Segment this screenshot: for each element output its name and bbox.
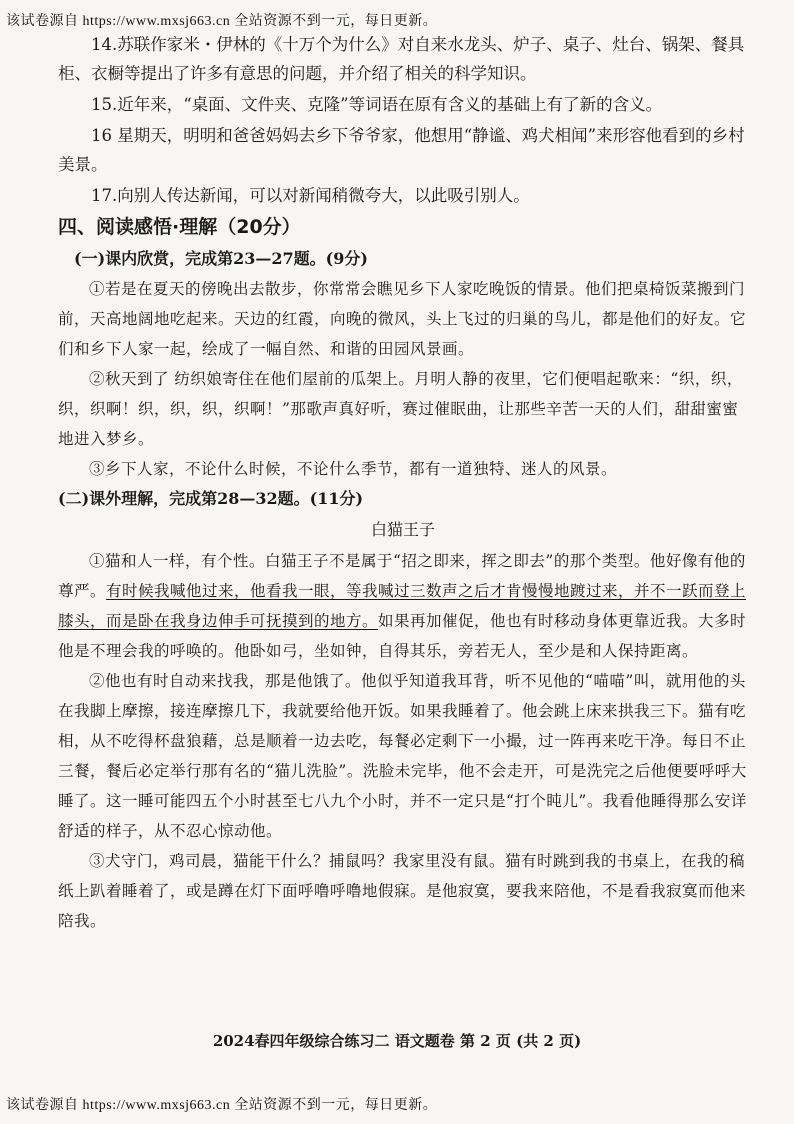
story-paragraph-1-tail: 如果再加催促，他也有时移动身体更靠近我。大多时他是不理会我的呼唤的。他卧如弓，坐如钟，自得其乐，旁若无人，至少是和人保持距离。 bbox=[58, 612, 747, 660]
watermark-top: 该试卷源自 https://www.mxsj663.cn 全站资源不到一元，每日更新。 bbox=[6, 14, 438, 29]
question-14: 14.苏联作家米・伊林的《十万个为什么》对自来水龙头、炉子、桌子、灶台、锅架、餐具柜、衣橱等提出了许多有意思的问题，并介绍了相关的科学知识。 bbox=[58, 35, 745, 83]
story-paragraph-1-lead: ①猫和人一样，有个性。白猫王子不是属于“招之即来，挥之即去”的那个类型。他好像有他的尊严。 bbox=[58, 552, 746, 600]
part-2-heading: (二)课外理解，完成第28—32题。(11分) bbox=[58, 489, 364, 508]
passage-1-paragraph-1: ①若是在夏天的傍晚出去散步，你常常会瞧见乡下人家吃晚饭的情景。他们把桌椅饭菜搬到门前，天高地阔地吃起来。天边的红霞，向晚的微风，头上飞过的归巢的鸟儿，都是他们的好友。它们和乡下人家一起，绘成了一幅自然、和谐的田园风景画。 bbox=[58, 280, 747, 358]
question-15: 15.近年来，“桌面、文件夹、克隆”等词语在原有含义的基础上有了新的含义。 bbox=[91, 95, 663, 114]
passage-1-paragraph-3: ③乡下人家，不论什么时候，不论什么季节，都有一道独特、迷人的风景。 bbox=[89, 460, 618, 478]
part-1-heading: (一)课内欣赏，完成第23—27题。(9分) bbox=[74, 249, 368, 268]
underlined-sentence: 有时候我喊他过来，他看我一眼，等我喊过三数声之后才肯慢慢地踱过来，并不一跃而登上膝头，而是卧在我身边伸手可抚摸到的地方。 bbox=[58, 582, 747, 630]
story-paragraph-3: ③犬守门，鸡司晨，猫能干什么？捕鼠吗？我家里没有鼠。猫有时跳到我的书桌上，在我的稿纸上趴着睡着了，或是蹲在灯下面呼噜呼噜地假寐。是他寂寞，要我来陪他，不是看我寂寞而他来陪我。 bbox=[58, 852, 747, 930]
question-16: 16 星期天，明明和爸爸妈妈去乡下爷爷家，他想用“静谧、鸡犬相闻”来形容他看到的乡村美景。 bbox=[58, 126, 745, 174]
story-paragraph-2: ②他也有时自动来找我，那是他饿了。他似乎知道我耳背，听不见他的“喵喵”叫，就用他的头在我脚上摩擦，接连摩擦几下，我就要给他开饭。如果我睡着了。他会跳上床来拱我三下。猫有吃相，从不吃得杯盘狼藉，总是顺着一边去吃，每餐必定剩下一小撮，过一阵再来吃干净。每日不止三餐，餐后必定举行那有名的“猫儿洗脸”。洗脸未完毕，他不会走开，可是洗完之后他便要呼呼大睡了。这一睡可能四五个小时甚至七八九个小时，并不一定只是“打个盹儿”。我看他睡得那么安详舒适的样子，从不忍心惊动他。 bbox=[58, 672, 747, 840]
question-17: 17.向别人传达新闻，可以对新闻稍微夸大，以此吸引别人。 bbox=[91, 186, 530, 205]
story-title: 白猫王子 bbox=[370, 520, 435, 539]
section-4-heading: 四、阅读感悟·理解（20分） bbox=[58, 216, 301, 238]
watermark-bottom: 该试卷源自 https://www.mxsj663.cn 全站资源不到一元，每日更新。 bbox=[6, 1098, 438, 1113]
exam-page-content bbox=[58, 30, 748, 936]
passage-1-paragraph-2: ②秋天到了 纺织娘寄住在他们屋前的瓜架上。月明人静的夜里，它们便唱起歌来：“织，织，织，织啊！织，织，织，织啊！”那歌声真好听，赛过催眠曲，让那些辛苦一天的人们，甜甜蜜蜜地进入梦乡。 bbox=[58, 370, 743, 448]
page-footer: 2024春四年级综合练习二 语文题卷 第 2 页 (共 2 页) bbox=[212, 1032, 582, 1050]
story-paragraph-1 bbox=[58, 546, 748, 666]
